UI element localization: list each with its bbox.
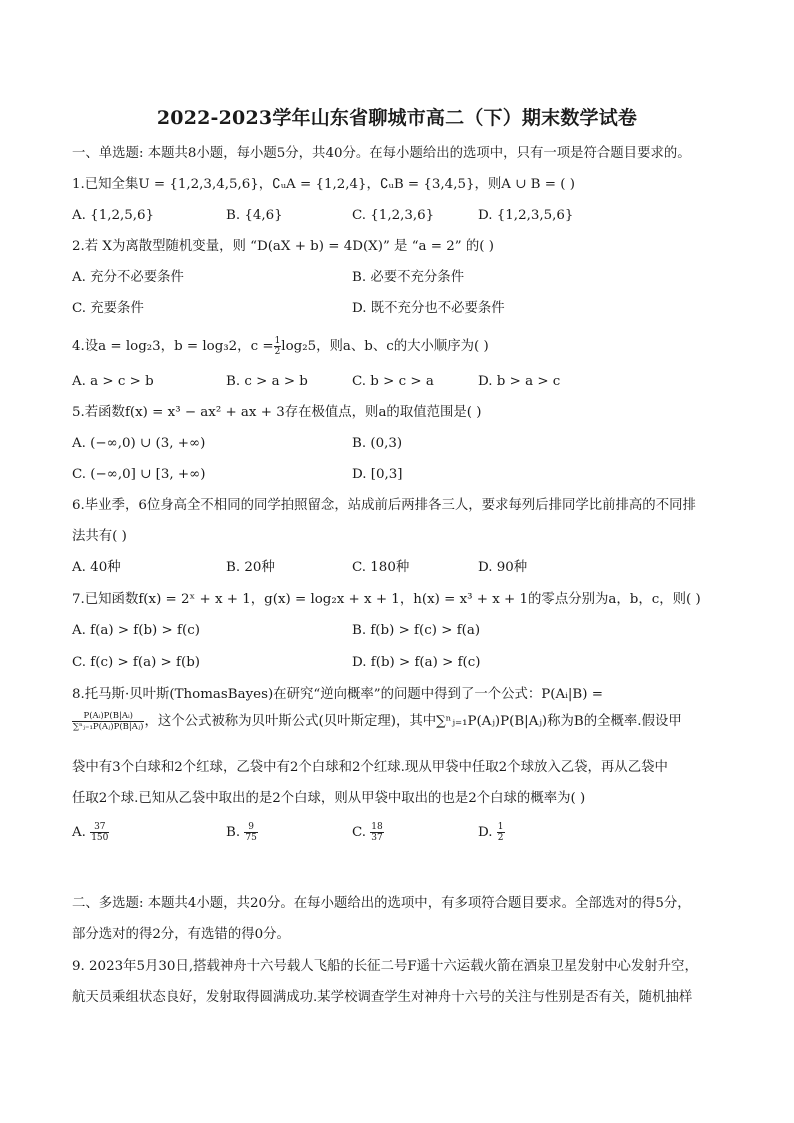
option-a-fraction [90, 822, 109, 843]
question-4-stem [72, 336, 489, 357]
fraction-numerator: 9 [244, 822, 257, 833]
question-9-stem-line-1: 9. 2023年5月30日,搭载神舟十六号载人飞船的长征二号F遥十六运载火箭在酒泉卫星发射中心发射升空， [72, 959, 698, 974]
question-7-stem: 7.已知函数f(x) = 2ˣ + x + 1，g(x) = log₂x + x + 1，h(x) = x³ + x + 1的零点分别为a，b，c，则( ) [72, 592, 701, 607]
fraction-numerator: 1 [497, 822, 504, 832]
option-label: B. [226, 825, 241, 840]
bayes-denominator: ∑ⁿⱼ₌₁P(Aⱼ)P(B|Aⱼ) [73, 722, 144, 732]
question-4-option-d: D. b > a > c [478, 374, 561, 389]
question-5-option-b: B. (0,3) [352, 436, 403, 451]
option-c-fraction [370, 822, 383, 843]
option-label: D. [478, 825, 493, 840]
question-4-stem-start: 4.设a = log₂3，b = log₃2，c = [72, 339, 274, 354]
section-heading-multiple-choice-line-2: 部分选对的得2分，有选错的得0分。 [72, 927, 290, 942]
question-6-option-c: C. 180种 [352, 560, 410, 575]
question-5-option-d: D. [0,3] [352, 467, 403, 482]
question-8-option-c [352, 822, 384, 844]
question-1-stem: 1.已知全集U = {1,2,3,4,5,6}，∁ᵤA = {1,2,4}，∁ᵤB = {3,4,5}，则A ∪ B = ( ) [72, 177, 575, 192]
question-1-option-d: D. {1,2,3,5,6} [478, 208, 574, 223]
bayes-formula-fraction [72, 711, 144, 732]
fraction-denominator: 75 [245, 833, 257, 843]
question-1-option-a: A. {1,2,5,6} [72, 208, 155, 223]
option-label: A. [72, 825, 86, 840]
question-2-option-c: C. 充要条件 [72, 301, 144, 316]
question-2-option-d: D. 既不充分也不必要条件 [352, 301, 505, 316]
question-8-option-a [72, 822, 109, 844]
question-2-stem: 2.若 X为离散型随机变量，则 “D(aX + b) = 4D(X)” 是 “a = 2” 的( ) [72, 239, 494, 254]
option-label: C. [352, 825, 367, 840]
fraction-denominator: 2 [274, 347, 281, 357]
option-d-fraction [497, 822, 505, 843]
question-2-option-a: A. 充分不必要条件 [72, 270, 184, 285]
question-4-stem-end: log₂5，则a、b、c的大小顺序为( ) [281, 339, 489, 354]
question-5-stem: 5.若函数f(x) = x³ − ax² + ax + 3存在极值点，则a的取值范围是( ) [72, 405, 482, 420]
question-4-option-c: C. b > c > a [352, 374, 434, 389]
question-8-stem-line-2 [72, 710, 682, 734]
question-2-option-b: B. 必要不充分条件 [352, 270, 465, 285]
question-6-option-a: A. 40种 [72, 560, 121, 575]
page-title: 2022-2023学年山东省聊城市高二（下）期末数学试卷 [156, 107, 638, 129]
question-8-stem-line-3: 袋中有3个白球和2个红球，乙袋中有2个白球和2个红球.现从甲袋中任取2个球放入乙袋，再从乙袋中 [72, 760, 668, 775]
question-8-option-d [478, 822, 505, 844]
bayes-numerator: P(Aᵢ)P(B|Aᵢ) [72, 711, 144, 722]
question-4-option-b: B. c > a > b [226, 374, 308, 389]
question-7-option-a: A. f(a) > f(b) > f(c) [72, 623, 200, 638]
section-heading-single-choice: 一、单选题: 本题共8小题，每小题5分，共40分。在每小题给出的选项中，只有一项是符合题目要求的。 [72, 146, 691, 161]
question-7-option-b: B. f(b) > f(c) > f(a) [352, 623, 481, 638]
fraction-denominator: 150 [91, 833, 109, 843]
question-6-stem-line-2: 法共有( ) [72, 529, 127, 544]
question-8-stem-line-4: 任取2个球.已知从乙袋中取出的是2个白球，则从甲袋中取出的也是2个白球的概率为( ) [72, 791, 586, 806]
question-7-option-c: C. f(c) > f(a) > f(b) [72, 655, 201, 670]
question-8-stem-line-1: 8.托马斯·贝叶斯(ThomasBayes)在研究“逆向概率”的问题中得到了一个公式：P(Aᵢ|B) = [72, 687, 603, 702]
fraction-numerator: 18 [371, 822, 383, 832]
fraction-denominator: 2 [497, 833, 504, 843]
fraction-numerator: 1 [274, 336, 281, 346]
question-4-option-a: A. a > c > b [72, 374, 154, 389]
question-6-option-d: D. 90种 [478, 560, 528, 575]
question-9-stem-line-2: 航天员乘组状态良好，发射取得圆满成功.某学校调查学生对神舟十六号的关注与性别是否有关，随机抽样 [72, 990, 693, 1005]
question-8-option-b [226, 822, 258, 844]
fraction-denominator: 37 [371, 833, 383, 843]
option-b-fraction [244, 822, 257, 843]
fraction-numerator: 37 [90, 822, 109, 833]
section-heading-multiple-choice-line-1: 二、多选题: 本题共4小题，共20分。在每小题给出的选项中，有多项符合题目要求。全部选对的得5分， [72, 896, 691, 911]
question-6-option-b: B. 20种 [226, 560, 275, 575]
question-8-stem-line-2-text: ，这个公式被称为贝叶斯公式(贝叶斯定理)，其中∑ⁿⱼ₌₁P(Aⱼ)P(B|Aⱼ)称为B的全概率.假设甲 [144, 714, 682, 729]
question-6-stem-line-1: 6.毕业季，6位身高全不相同的同学拍照留念，站成前后两排各三人，要求每列后排同学比前排高的不同排 [72, 498, 696, 513]
question-1-option-b: B. {4,6} [226, 208, 283, 223]
question-5-option-c: C. (−∞,0] ∪ [3, +∞) [72, 467, 206, 482]
question-7-option-d: D. f(b) > f(a) > f(c) [352, 655, 481, 670]
question-5-option-a: A. (−∞,0) ∪ (3, +∞) [72, 436, 206, 451]
question-1-option-c: C. {1,2,3,6} [352, 208, 435, 223]
